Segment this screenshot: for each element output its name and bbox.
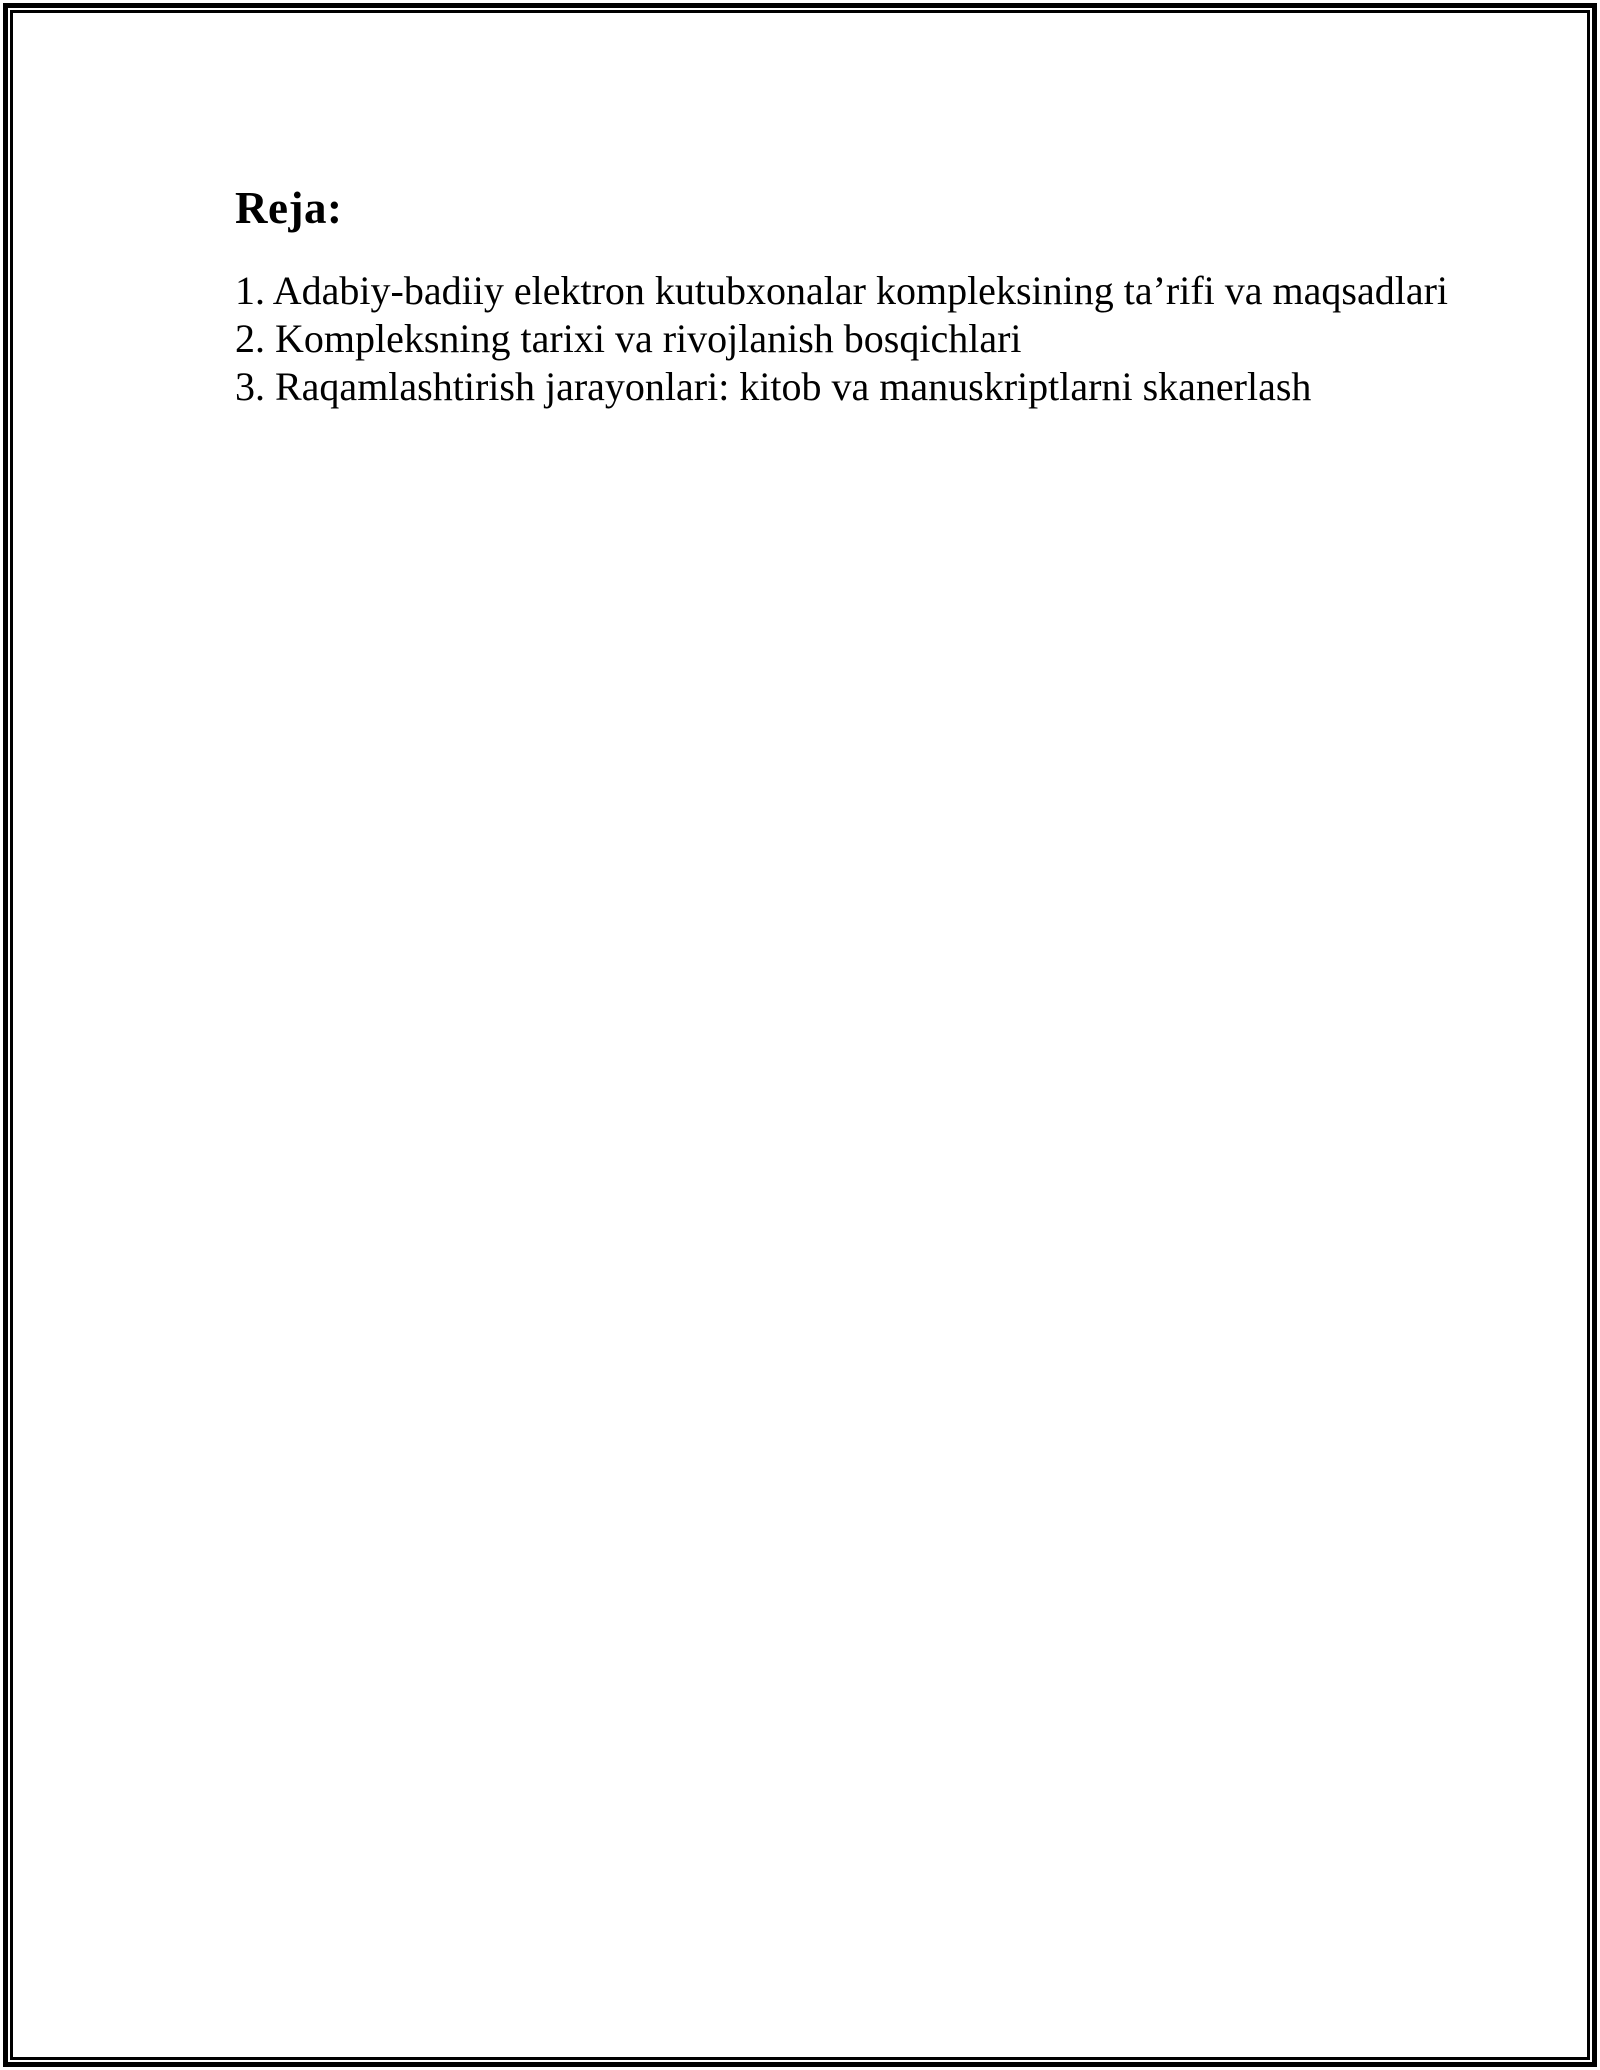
page-border-outer	[3, 3, 1597, 2067]
list-item: 3. Raqamlashtirish jarayonlari: kitob va manuskriptlarni skanerlash	[235, 363, 1312, 409]
list-item: 1. Adabiy-badiiy elektron kutubxonalar kompleksining ta’rifi va maqsadlari	[235, 267, 1449, 313]
list-item: 2. Kompleksning tarixi va rivojlanish bosqichlari	[235, 315, 1022, 361]
page-title: Reja:	[235, 183, 343, 233]
page-content	[13, 13, 1587, 2057]
page-border-inner	[10, 10, 1590, 2060]
plan-list	[235, 267, 1497, 411]
